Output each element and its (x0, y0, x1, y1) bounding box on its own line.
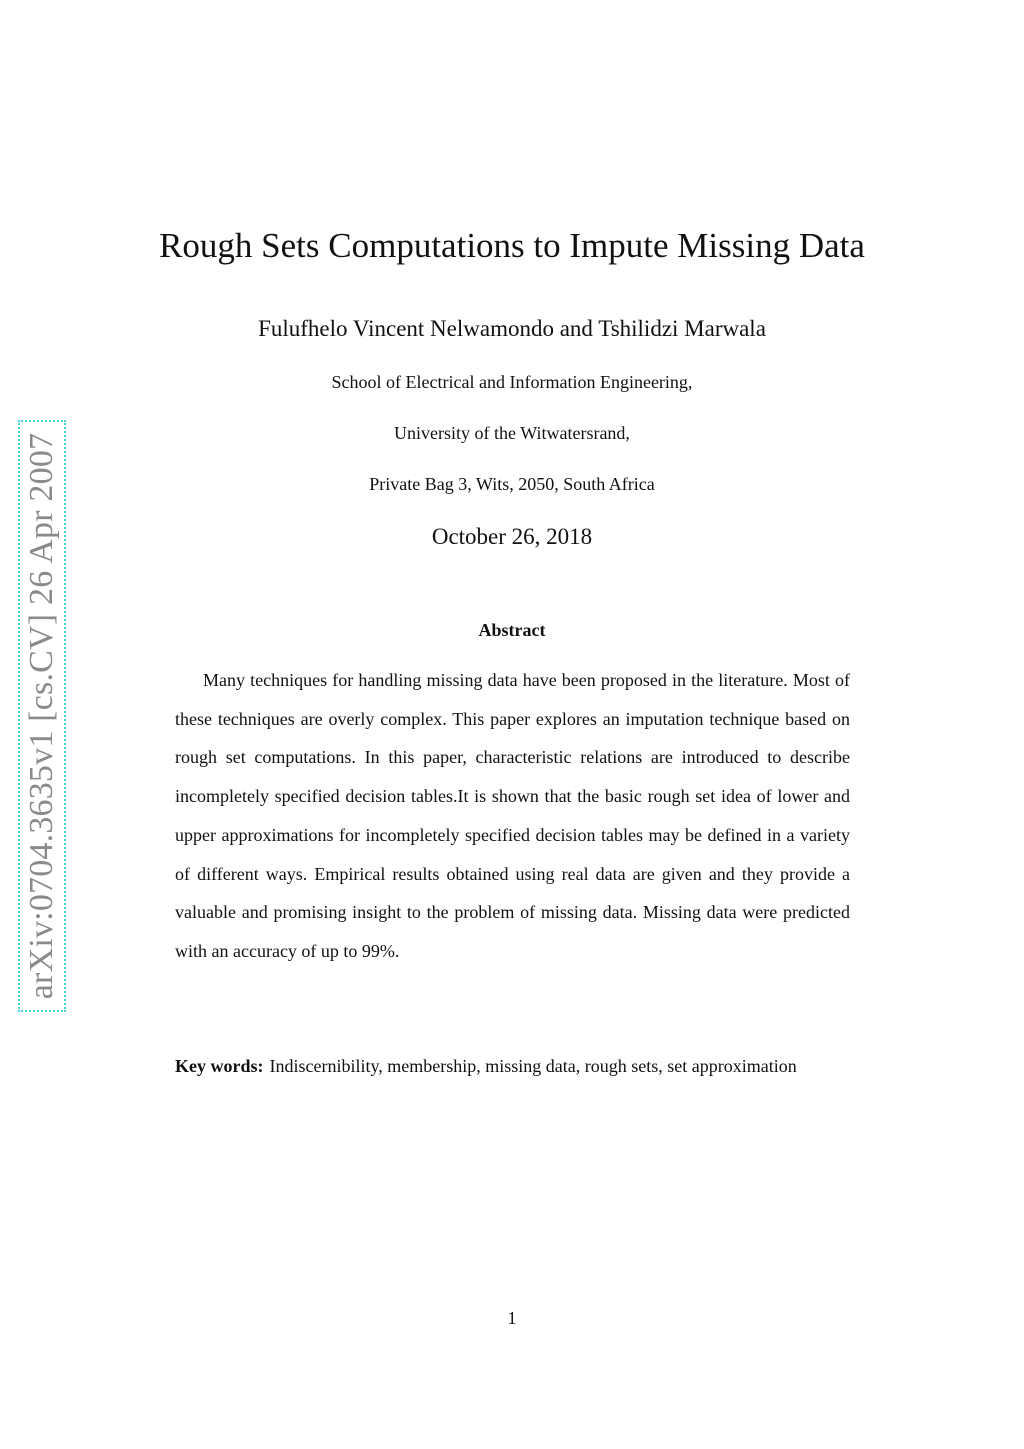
page-number: 1 (507, 1308, 517, 1328)
paper-title: Rough Sets Computations to Impute Missing Data (159, 226, 865, 265)
arxiv-identifier-text: arXiv:0704.3635v1 [cs.CV] 26 Apr 2007 (23, 432, 60, 1000)
abstract-heading: Abstract (478, 620, 546, 640)
affiliation-line-school: School of Electrical and Information Engineering, (331, 372, 693, 392)
abstract-text: Many techniques for handling missing data have been proposed in the literature. Most of these techniques are overly complex. This paper explores an imputation technique based on rough set computations. In this paper, characteristic relations are introduced to describe incompletely specified decision tables.It is shown that the basic rough set idea of lower and upper approximations for incompletely specified decision tables may be defined in a variety of different ways. Empirical results obtained using real data are given and they provide a valuable and promising insight to the problem of missing data. Missing data were predicted with an accuracy of up to 99%. (175, 670, 850, 961)
arxiv-identifier-stamp (18, 420, 66, 1012)
keywords-text: Indiscernibility, membership, missing data, rough sets, set approximation (269, 1056, 797, 1076)
affiliation-line-university: University of the Witwatersrand, (394, 423, 630, 443)
paper-authors: Fulufhelo Vincent Nelwamondo and Tshilidzi Marwala (258, 316, 766, 341)
keywords-paragraph (175, 1047, 850, 1086)
affiliation-line-address: Private Bag 3, Wits, 2050, South Africa (369, 474, 655, 494)
paper-date: October 26, 2018 (431, 524, 593, 549)
keywords-label: Key words: (175, 1056, 264, 1076)
